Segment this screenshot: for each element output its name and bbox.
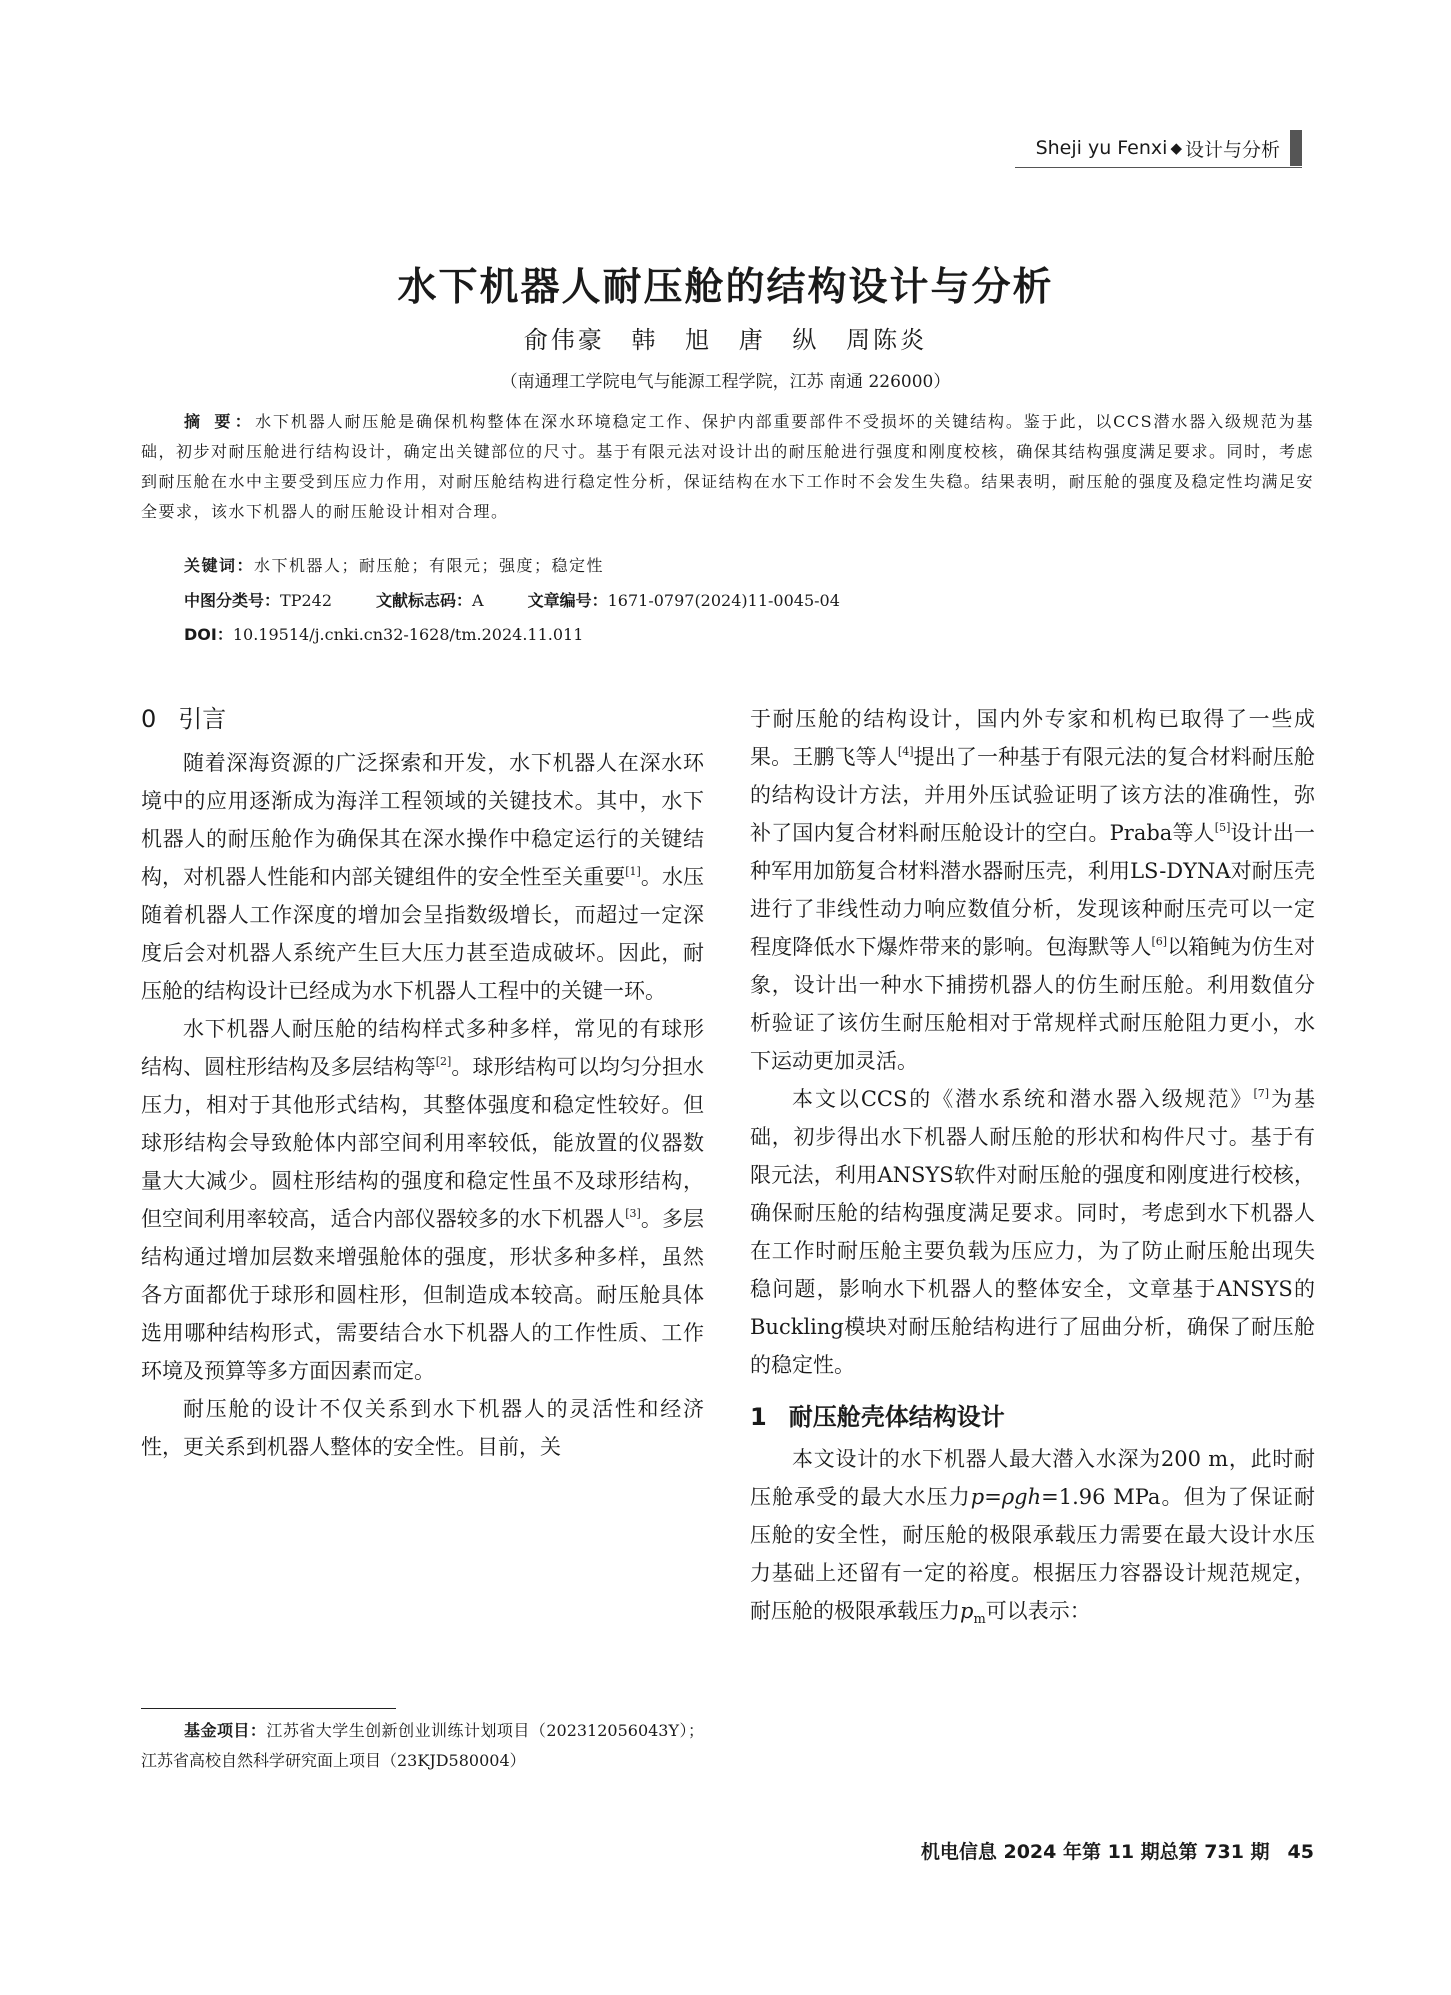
paper-title: 水下机器人耐压舱的结构设计与分析 [397,265,1054,310]
paragraph: 本文设计的水下机器人最大潜入水深为200 m，此时耐压舱承受的最大水压力p=ρgh=1.96 MPa。但为了保证耐压舱的安全性，耐压舱的极限承载压力需要在最大设计水压力基础上还留有一定的裕度。根据压力容器设计规范规定，耐压舱的极限承载压力$p_m$可以表示： [750,1447,1315,1628]
keywords [184,551,604,581]
paragraph: 随着深海资源的广泛探索和开发，水下机器人在深水环境中的应用逐渐成为海洋工程领域的关键技术。其中，水下机器人的耐压舱作为确保其在深水操作中稳定运行的关键结构，对机器人性能和内部关键组件的安全性至关重要[1]。水压随着机器人工作深度的增加会呈指数级增长，而超过一定深度后会对机器人系统产生巨大压力甚至造成破坏。因此，耐压舱的结构设计已经成为水下机器人工程中的关键一环。 [141,751,705,1003]
classification [184,586,840,616]
keywords-text: 水下机器人；耐压舱；有限元；强度；稳定性 [254,556,605,575]
doc-value: A [472,591,484,610]
header-section: 设计与分析 [1184,138,1280,161]
citation: [4] [897,745,914,758]
paragraph: 于耐压舱的结构设计，国内外专家和机构已取得了一些成果。王鹏飞等人[4]提出了一种基于有限元法的复合材料耐压舱的结构设计方法，并用外压试验证明了该方法的准确性，弥补了国内复合材料耐压舱设计的空白。Praba等人[5]设计出一种军用加筋复合材料潜水器耐压壳，利用LS-DYNA对耐压壳进行了非线性动力响应数值分析，发现该种耐压壳可以一定程度降低水下爆炸带来的影响。包海默等人[6]以箱鲀为仿生对象，设计出一种水下捕捞机器人的仿生耐压舱。利用数值分析验证了该仿生耐压舱相对于常规样式耐压舱阻力更小，水下运动更加灵活。 [750,707,1316,1073]
section-number: 0 [141,705,157,733]
authors: 俞伟豪 韩 旭 唐 纵 周陈炎 [523,326,928,354]
diamond-icon: ◆ [1170,139,1182,157]
doc-label: 文献标志码： [376,591,473,610]
paragraph: 水下机器人耐压舱的结构样式多种多样，常见的有球形结构、圆柱形结构及多层结构等[2]。球形结构可以均匀分担水压力，相对于其他形式结构，其整体强度和稳定性较好。但球形结构会导致舱体内部空间利用率较低，能放置的仪器数量大大减少。圆柱形结构的强度和稳定性虽不及球形结构，但空间利用率较高，适合内部仪器较多的水下机器人[3]。多层结构通过增加层数来增强舱体的强度，形状多种多样，虽然各方面都优于球形和圆柱形，但制造成本较高。耐压舱具体选用哪种结构形式，需要结合水下机器人的工作性质、工作环境及预算等多方面因素而定。 [141,1017,705,1383]
citation: [5] [1214,821,1231,834]
abstract [141,407,1314,527]
citation: [7] [1253,1087,1270,1100]
page-number: 45 [1287,1841,1314,1863]
section-heading-1 [750,1398,1315,1436]
section-title: 引言 [178,705,227,733]
doi-value: 10.19514/j.cnki.cn32-1628/tm.2024.11.011 [232,625,584,644]
header-pinyin: Sheji yu Fenxi [1035,137,1168,159]
footnote [141,1716,704,1776]
footnote-text: 江苏省大学生创新创业训练计划项目（202312056043Y）；江苏省高校自然科学研究面上项目（23KJD580004） [141,1721,704,1770]
footnote-label: 基金项目： [184,1721,267,1740]
article-value: 1671-0797(2024)11-0045-04 [607,591,840,610]
left-column [141,700,704,1466]
doi [184,620,583,650]
footnote-rule [141,1708,396,1709]
citation: [6] [1151,935,1168,948]
page-footer [921,1837,1314,1864]
abstract-label: 摘 要： [184,412,256,431]
section-heading-0 [141,700,704,738]
article-label: 文章编号： [527,591,608,610]
clc-value: TP242 [280,591,332,610]
citation: [1] [625,865,641,878]
journal-info: 机电信息 2024 年第 11 期总第 731 期 [920,1841,1270,1863]
affiliation: （南通理工学院电气与能源工程学院，江苏 南通 226000） [500,372,951,392]
keywords-label: 关键词： [184,556,255,575]
header-rule [1015,167,1302,168]
section-title: 耐压舱壳体结构设计 [788,1403,1005,1431]
abstract-text: 水下机器人耐压舱是确保机构整体在深水环境稳定工作、保护内部重要部件不受损坏的关键结构。鉴于此，以CCS潜水器入级规范为基础，初步对耐压舱进行结构设计，确定出关键部位的尺寸。基于有限元法对设计出的耐压舱进行强度和刚度校核，确保其结构强度满足要求。同时，考虑到耐压舱在水中主要受到压应力作用，对耐压舱结构进行稳定性分析，保证结构在水下工作时不会发生失稳。结果表明，耐压舱的强度及稳定性均满足安全要求，该水下机器人的耐压舱设计相对合理。 [141,412,1314,521]
header-bar [1290,130,1302,166]
formula: p=ρgh [970,1485,1042,1509]
paragraph: 耐压舱的设计不仅关系到水下机器人的灵活性和经济性，更关系到机器人整体的安全性。目前，关 [141,1397,704,1459]
right-column [750,700,1315,1630]
section-number: 1 [750,1403,767,1431]
citation: [2] [435,1055,452,1068]
symbol-subscript: m [973,1612,986,1628]
symbol: p [960,1599,974,1623]
doi-label: DOI： [184,625,233,644]
citation: [3] [625,1207,641,1220]
paragraph: 本文以CCS的《潜水系统和潜水器入级规范》[7]为基础，初步得出水下机器人耐压舱的形状和构件尺寸。基于有限元法，利用ANSYS软件对耐压舱的强度和刚度进行校核，确保耐压舱的结构强度满足要求。同时，考虑到水下机器人在工作时耐压舱主要负载为压应力，为了防止耐压舱出现失稳问题，影响水下机器人的整体安全，文章基于ANSYS的Buckling模块对耐压舱结构进行了屈曲分析，确保了耐压舱的稳定性。 [750,1087,1316,1377]
running-header [1036,128,1302,168]
clc-label: 中图分类号： [184,591,281,610]
